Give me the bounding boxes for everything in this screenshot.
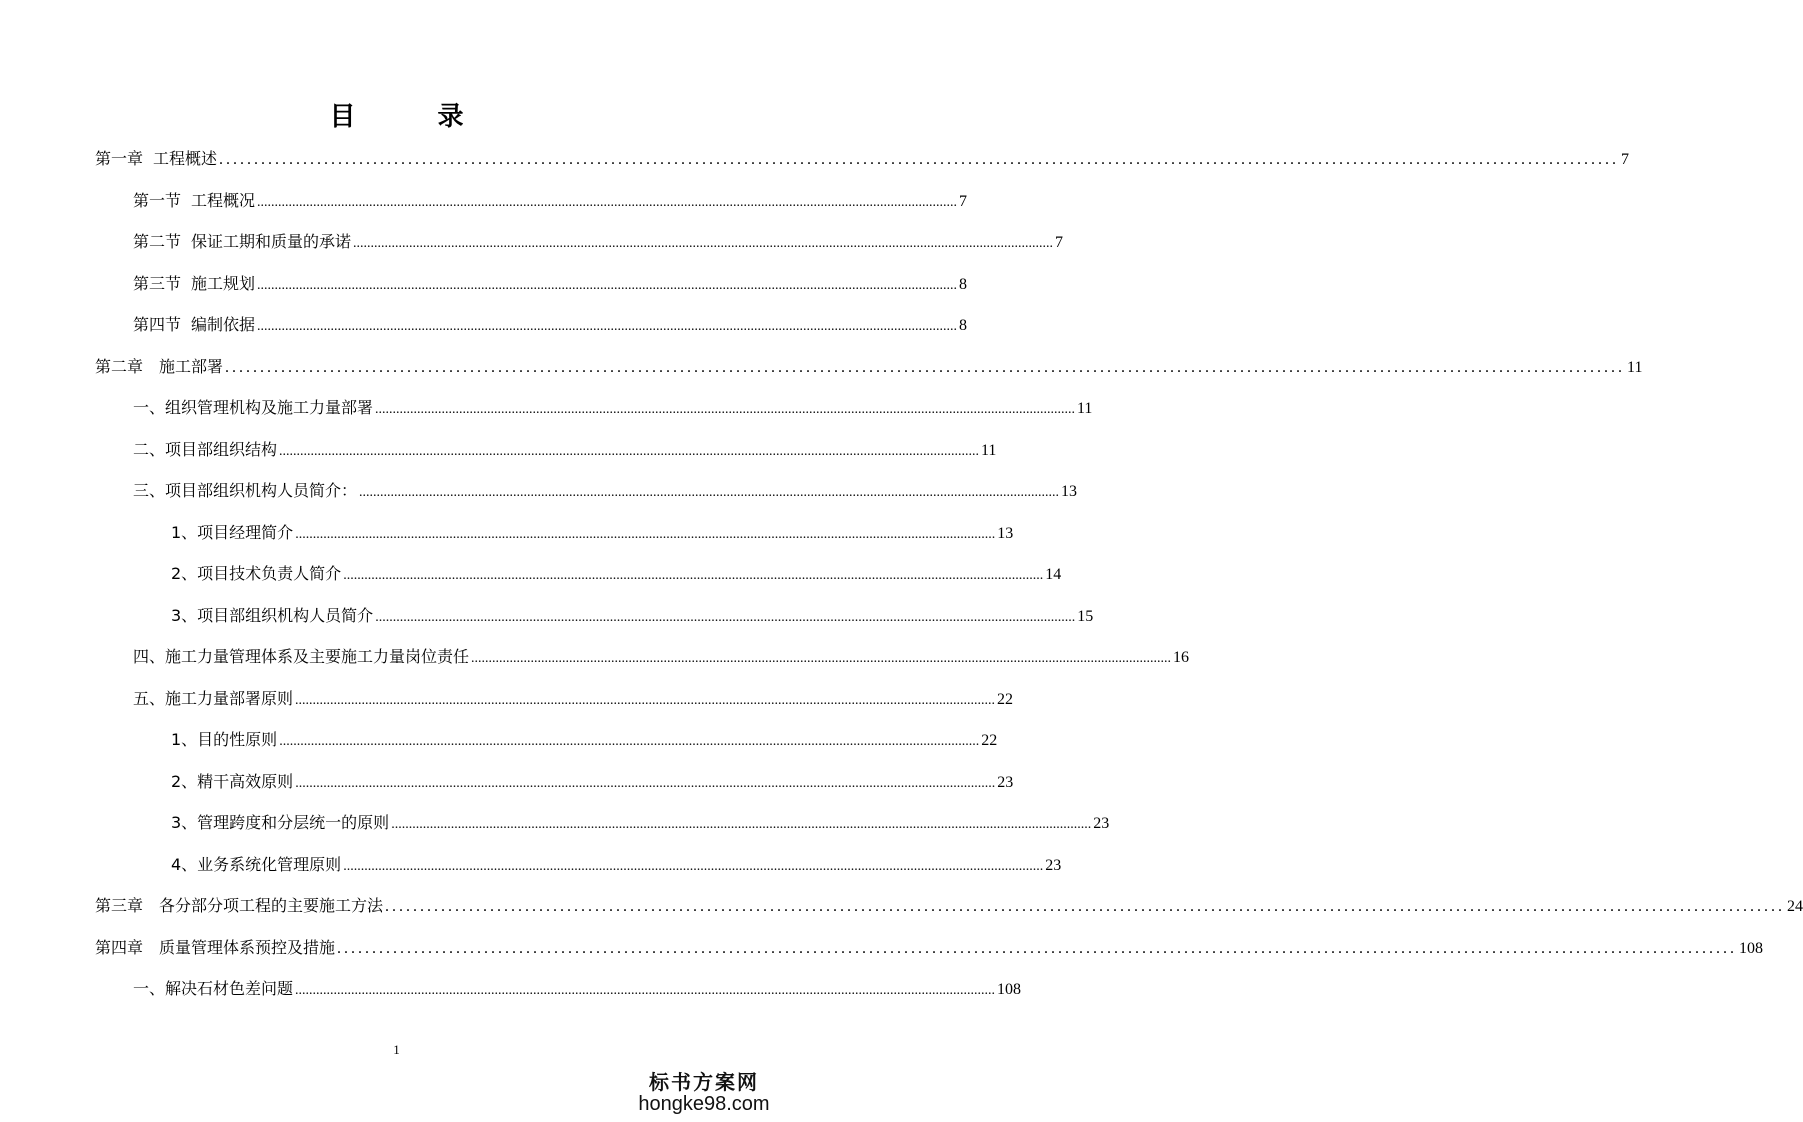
toc-entry-title: 一、解决石材色差问题: [133, 979, 294, 998]
toc-entry-text: [171, 603, 373, 626]
toc-entry-text: [133, 395, 373, 418]
toc-entry[interactable]: [171, 727, 998, 751]
toc-entry-page: 22: [997, 690, 1014, 708]
toc-entry-page: 11: [1077, 400, 1093, 417]
toc-leader-dots: ........................................................................................................................................................................................................: [343, 858, 1044, 874]
toc-entry[interactable]: [133, 395, 1093, 419]
toc-leader-dots: ........................................................................................................................................................................................................: [295, 983, 996, 998]
watermark-logo: [629, 1066, 779, 1116]
toc-leader-dots: ........................................................................................................................................................................................................: [391, 817, 1092, 832]
toc-entry-page: 7: [1055, 234, 1064, 251]
toc-entry-title: 3、项目部组织机构人员简介: [171, 605, 374, 625]
toc-entry-title: 保证工期和质量的承诺: [191, 232, 352, 251]
toc-entry-label: 第二节: [133, 232, 182, 251]
toc-entry-title: 质量管理体系预控及措施: [159, 937, 336, 957]
toc-leader-dots: ........................................................................................................................................................................................................: [337, 939, 1738, 957]
watermark-cn: 标书方案网: [649, 1070, 759, 1094]
toc-leader-dots: ........................................................................................................................................................................................................: [359, 485, 1060, 500]
toc-entry-page: 108: [1739, 939, 1764, 957]
toc-entry-title: 二、项目部组织结构: [133, 439, 278, 459]
toc-entry-text: [95, 354, 223, 377]
toc-leader-dots: ........................................................................................................................................................................................................: [295, 775, 996, 791]
toc-entry-page: 23: [1045, 856, 1062, 874]
toc-entry-text: [133, 437, 277, 460]
toc-entry-text: [133, 686, 293, 709]
toc-entry-label: 第三章: [95, 896, 144, 915]
toc-entry-title: 工程概况: [191, 190, 256, 210]
toc-entry-title: 4、业务系统化管理原则: [171, 854, 342, 874]
toc-leader-dots: ........................................................................................................................................................................................................: [375, 402, 1076, 417]
toc-entry-page: 8: [959, 317, 968, 334]
toc-entry-page: 22: [981, 732, 998, 749]
toc-entry-title: 编制依据: [191, 315, 256, 334]
toc-entry-page: 13: [997, 524, 1014, 542]
toc-entry-text: [171, 561, 341, 584]
toc-entry-text: [171, 727, 277, 750]
toc-entry[interactable]: [95, 354, 1643, 378]
toc-entry[interactable]: [171, 603, 1094, 627]
toc-entry-label: 第一章: [95, 149, 144, 168]
toc-leader-dots: ........................................................................................................................................................................................................: [353, 236, 1054, 251]
toc-entry-title: 三、项目部组织机构人员简介：: [133, 481, 358, 500]
toc-leader-dots: ........................................................................................................................................................................................................: [225, 358, 1626, 376]
toc-entry[interactable]: [133, 437, 997, 461]
toc-entry-label: 第四节: [133, 315, 182, 334]
toc-leader-dots: ........................................................................................................................................................................................................: [295, 692, 996, 708]
toc-leader-dots: ........................................................................................................................................................................................................: [257, 319, 958, 334]
toc-leader-dots: ........................................................................................................................................................................................................: [471, 651, 1172, 666]
toc-entry-page: 24: [1787, 898, 1803, 915]
toc-entry-title: 五、施工力量部署原则: [133, 688, 294, 708]
toc-entry[interactable]: [133, 478, 1078, 502]
page-title: 目 录: [329, 102, 492, 132]
toc-entry[interactable]: [171, 769, 1014, 793]
toc-entry[interactable]: [133, 229, 1064, 253]
toc-entry-page: 13: [1061, 483, 1078, 500]
toc-entry-label: 第三节: [133, 273, 182, 293]
toc-entry-text: [133, 188, 255, 211]
toc-leader-dots: ........................................................................................................................................................................................................: [385, 898, 1786, 915]
toc-entry-text: [171, 852, 341, 875]
toc-entry-page: 7: [1621, 151, 1630, 168]
toc-entry-page: 108: [997, 981, 1022, 998]
toc-entry-text: [95, 893, 383, 916]
toc-leader-dots: ........................................................................................................................................................................................................: [279, 443, 980, 459]
toc-entry-text: [133, 229, 351, 252]
toc-entry-title: 施工规划: [191, 273, 256, 293]
toc-entry-text: [133, 644, 469, 667]
toc-leader-dots: ........................................................................................................................................................................................................: [375, 609, 1076, 625]
toc-entry-text: [171, 810, 389, 833]
toc-entry[interactable]: [95, 146, 1630, 170]
toc-entry-title: 施工部署: [159, 356, 224, 376]
toc-entry-text: [133, 312, 255, 335]
toc-entry[interactable]: [171, 852, 1062, 876]
toc-entry-page: 23: [997, 773, 1014, 791]
toc-entry[interactable]: [133, 312, 968, 336]
toc-entry-title: 一、组织管理机构及施工力量部署: [133, 398, 374, 417]
toc-entry-page: 14: [1045, 566, 1062, 583]
toc-entry[interactable]: [133, 686, 1014, 710]
toc-entry-title: 3、管理跨度和分层统一的原则: [171, 813, 390, 832]
toc-leader-dots: ........................................................................................................................................................................................................: [257, 194, 958, 210]
toc-leader-dots: ........................................................................................................................................................................................................: [257, 277, 958, 293]
toc-leader-dots: ........................................................................................................................................................................................................: [343, 568, 1044, 583]
toc-entry-title: 各分部分项工程的主要施工方法: [159, 896, 384, 915]
toc-entry-title: 2、精干高效原则: [171, 771, 294, 791]
toc-entry[interactable]: [133, 976, 1022, 1000]
toc-leader-dots: ........................................................................................................................................................................................................: [219, 151, 1620, 168]
toc-entry[interactable]: [133, 188, 968, 212]
toc-entry-title: 1、目的性原则: [171, 730, 278, 749]
page-number: 1: [393, 1042, 400, 1057]
toc-leader-dots: ........................................................................................................................................................................................................: [295, 526, 996, 542]
toc-entry-label: 第二章: [95, 356, 144, 376]
toc-entry-text: [95, 935, 335, 958]
toc-entry-text: [95, 146, 217, 169]
toc-entry-text: [171, 769, 293, 792]
toc-entry[interactable]: [95, 935, 1764, 959]
toc-leader-dots: ........................................................................................................................................................................................................: [279, 734, 980, 749]
toc-entry-page: 11: [1627, 358, 1643, 376]
toc-entry-text: [171, 520, 293, 543]
toc-entry[interactable]: [171, 810, 1110, 834]
toc-entry-page: 16: [1173, 649, 1190, 666]
toc-entry-title: 工程概述: [153, 149, 218, 168]
toc-entry-text: [133, 478, 357, 501]
toc-entry-text: [133, 271, 255, 294]
toc-entry-page: 15: [1077, 607, 1094, 625]
toc-entry[interactable]: [171, 520, 1014, 544]
toc-entry-label: 第一节: [133, 190, 182, 210]
toc-entry[interactable]: [133, 271, 968, 295]
toc-entry-label: 第四章: [95, 937, 144, 957]
toc-entry-page: 11: [981, 441, 997, 459]
toc-entry[interactable]: [171, 561, 1062, 585]
toc-entry-text: [133, 976, 293, 999]
toc-entry[interactable]: [95, 893, 1803, 917]
toc-entry-page: 7: [959, 192, 968, 210]
toc-entry-title: 2、项目技术负责人简介: [171, 564, 342, 583]
toc-entry[interactable]: [133, 644, 1190, 668]
toc-entry-page: 8: [959, 275, 968, 293]
toc-entry-title: 四、施工力量管理体系及主要施工力量岗位责任: [133, 647, 470, 666]
watermark-en: hongke98.com: [638, 1093, 770, 1115]
toc-entry-page: 23: [1093, 815, 1110, 832]
toc-entry-title: 1、项目经理简介: [171, 522, 294, 542]
